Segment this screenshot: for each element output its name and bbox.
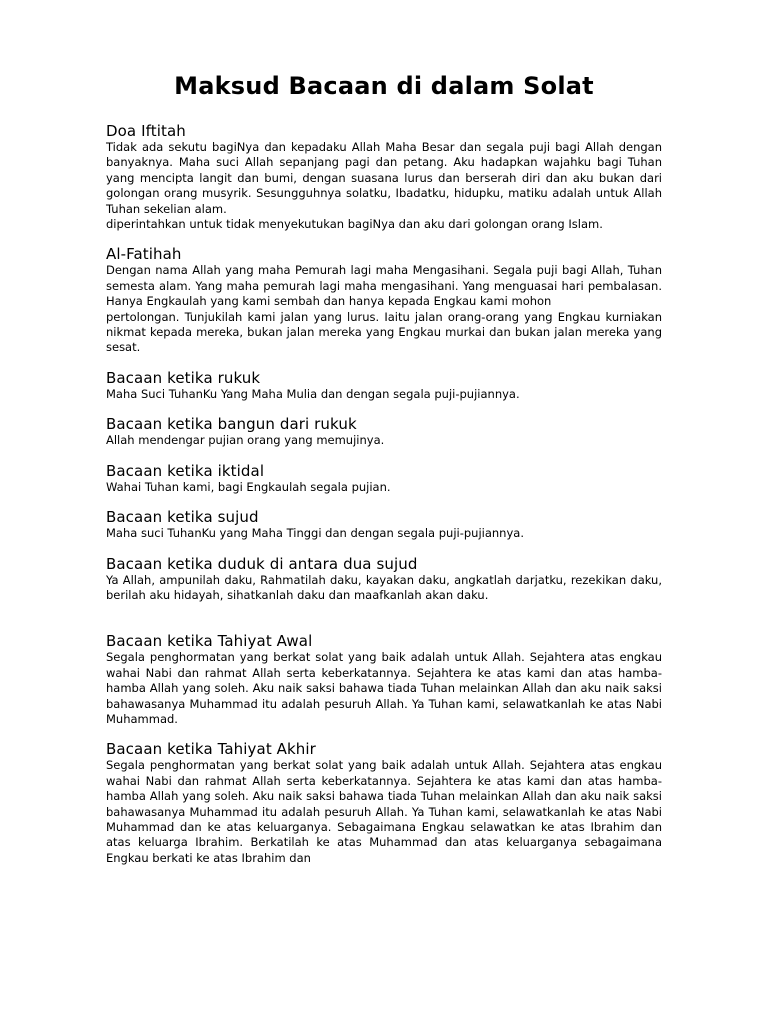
section-sujud — [106, 509, 662, 541]
section-heading: Bacaan ketika rukuk — [106, 368, 261, 387]
section-paragraph: pertolongan. Tunjukilah kami jalan yang lurus. Iaitu jalan orang-orang yang Engkau kurniakan nikmat kepada mereka, bukan jalan mereka yang Engkau murkai dan bukan jalan mereka yang sesat. — [106, 309, 662, 355]
section-duduk-antara-dua-sujud — [106, 556, 662, 604]
section-iktidal — [106, 463, 662, 495]
section-paragraph: Allah mendengar pujian orang yang memujinya. — [106, 433, 385, 448]
section-paragraph: Dengan nama Allah yang maha Pemurah lagi maha Mengasihani. Segala puji bagi Allah, Tuhan semesta alam. Yang maha pemurah lagi maha mengasihani. Yang menguasai hari pembalasan. Hanya Engkaulah yang kami sembah dan hanya kepada Engkau kami mohon — [106, 263, 662, 309]
section-paragraph: Wahai Tuhan kami, bagi Engkaulah segala pujian. — [106, 479, 391, 494]
section-paragraph: diperintahkan untuk tidak menyekutukan bagiNya dan aku dari golongan orang Islam. — [106, 217, 603, 232]
section-paragraph: Segala penghormatan yang berkat solat yang baik adalah untuk Allah. Sejahtera atas engkau wahai Nabi dan rahmat Allah serta keberkatannya. Sejahtera ke atas kami dan atas hamba-hamba Allah yang soleh. Aku naik saksi bahawa tiada Tuhan melainkan Allah dan aku naik saksi bahawasanya Muhammad itu adalah pesuruh Allah. Ya Tuhan kami, selawatkanlah ke atas Nabi Muhammad. — [106, 650, 662, 726]
document-title: Maksud Bacaan di dalam Solat — [174, 72, 594, 100]
section-heading: Bacaan ketika bangun dari rukuk — [106, 415, 357, 434]
section-heading: Bacaan ketika iktidal — [106, 461, 265, 480]
section-paragraph: Maha Suci TuhanKu Yang Maha Mulia dan dengan segala puji-pujiannya. — [106, 386, 520, 401]
section-heading: Al-Fatihah — [106, 245, 182, 264]
document-page — [106, 72, 662, 866]
section-paragraph: Segala penghormatan yang berkat solat yang baik adalah untuk Allah. Sejahtera atas engkau wahai Nabi dan rahmat Allah serta keberkatannya. Sejahtera ke atas kami dan atas hamba-hamba Allah yang soleh. Aku naik saksi bahawa tiada Tuhan melainkan Allah dan aku naik saksi bahawasanya Muhammad itu adalah pesuruh Allah. Ya Tuhan kami, selawatkanlah ke atas Nabi Muhammad dan ke atas keluarganya. Sebagaimana Engkau selawatkan ke atas Ibrahim dan atas keluarga Ibrahim. Berkatilah ke atas Muhammad dan atas keluarganya sebagaimana Engkau berkati ke atas Ibrahim dan — [106, 758, 662, 865]
section-tahiyat-akhir — [106, 741, 662, 866]
section-heading: Doa Iftitah — [106, 122, 186, 140]
section-heading: Bacaan ketika Tahiyat Awal — [106, 632, 313, 651]
section-al-fatihah — [106, 246, 662, 355]
section-paragraph: Ya Allah, ampunilah daku, Rahmatilah daku, kayakan daku, angkatlah darjatku, rezekikan daku, berilah aku hidayah, sihatkanlah daku dan maafkanlah akan daku. — [106, 572, 662, 602]
section-heading: Bacaan ketika Tahiyat Akhir — [106, 740, 316, 759]
section-paragraph: Maha suci TuhanKu yang Maha Tinggi dan dengan segala puji-pujiannya. — [106, 526, 524, 541]
section-tahiyat-awal — [106, 633, 662, 727]
section-paragraph: Tidak ada sekutu bagiNya dan kepadaku Allah Maha Besar dan segala puji bagi Allah dengan banyaknya. Maha suci Allah sepanjang pagi dan petang. Aku hadapkan wajahku bagi Tuhan yang mencipta langit dan bumi, dengan suasana lurus dan berserah diri dan aku bukan dari golongan orang musyrik. Sesungguhnya solatku, Ibadatku, hidupku, matiku adalah untuk Allah Tuhan sekelian alam. — [106, 140, 662, 216]
section-doa-iftitah — [106, 123, 662, 232]
section-heading: Bacaan ketika sujud — [106, 508, 259, 527]
section-bangun-dari-rukuk — [106, 416, 662, 448]
section-heading: Bacaan ketika duduk di antara dua sujud — [106, 554, 418, 573]
section-rukuk — [106, 370, 662, 402]
